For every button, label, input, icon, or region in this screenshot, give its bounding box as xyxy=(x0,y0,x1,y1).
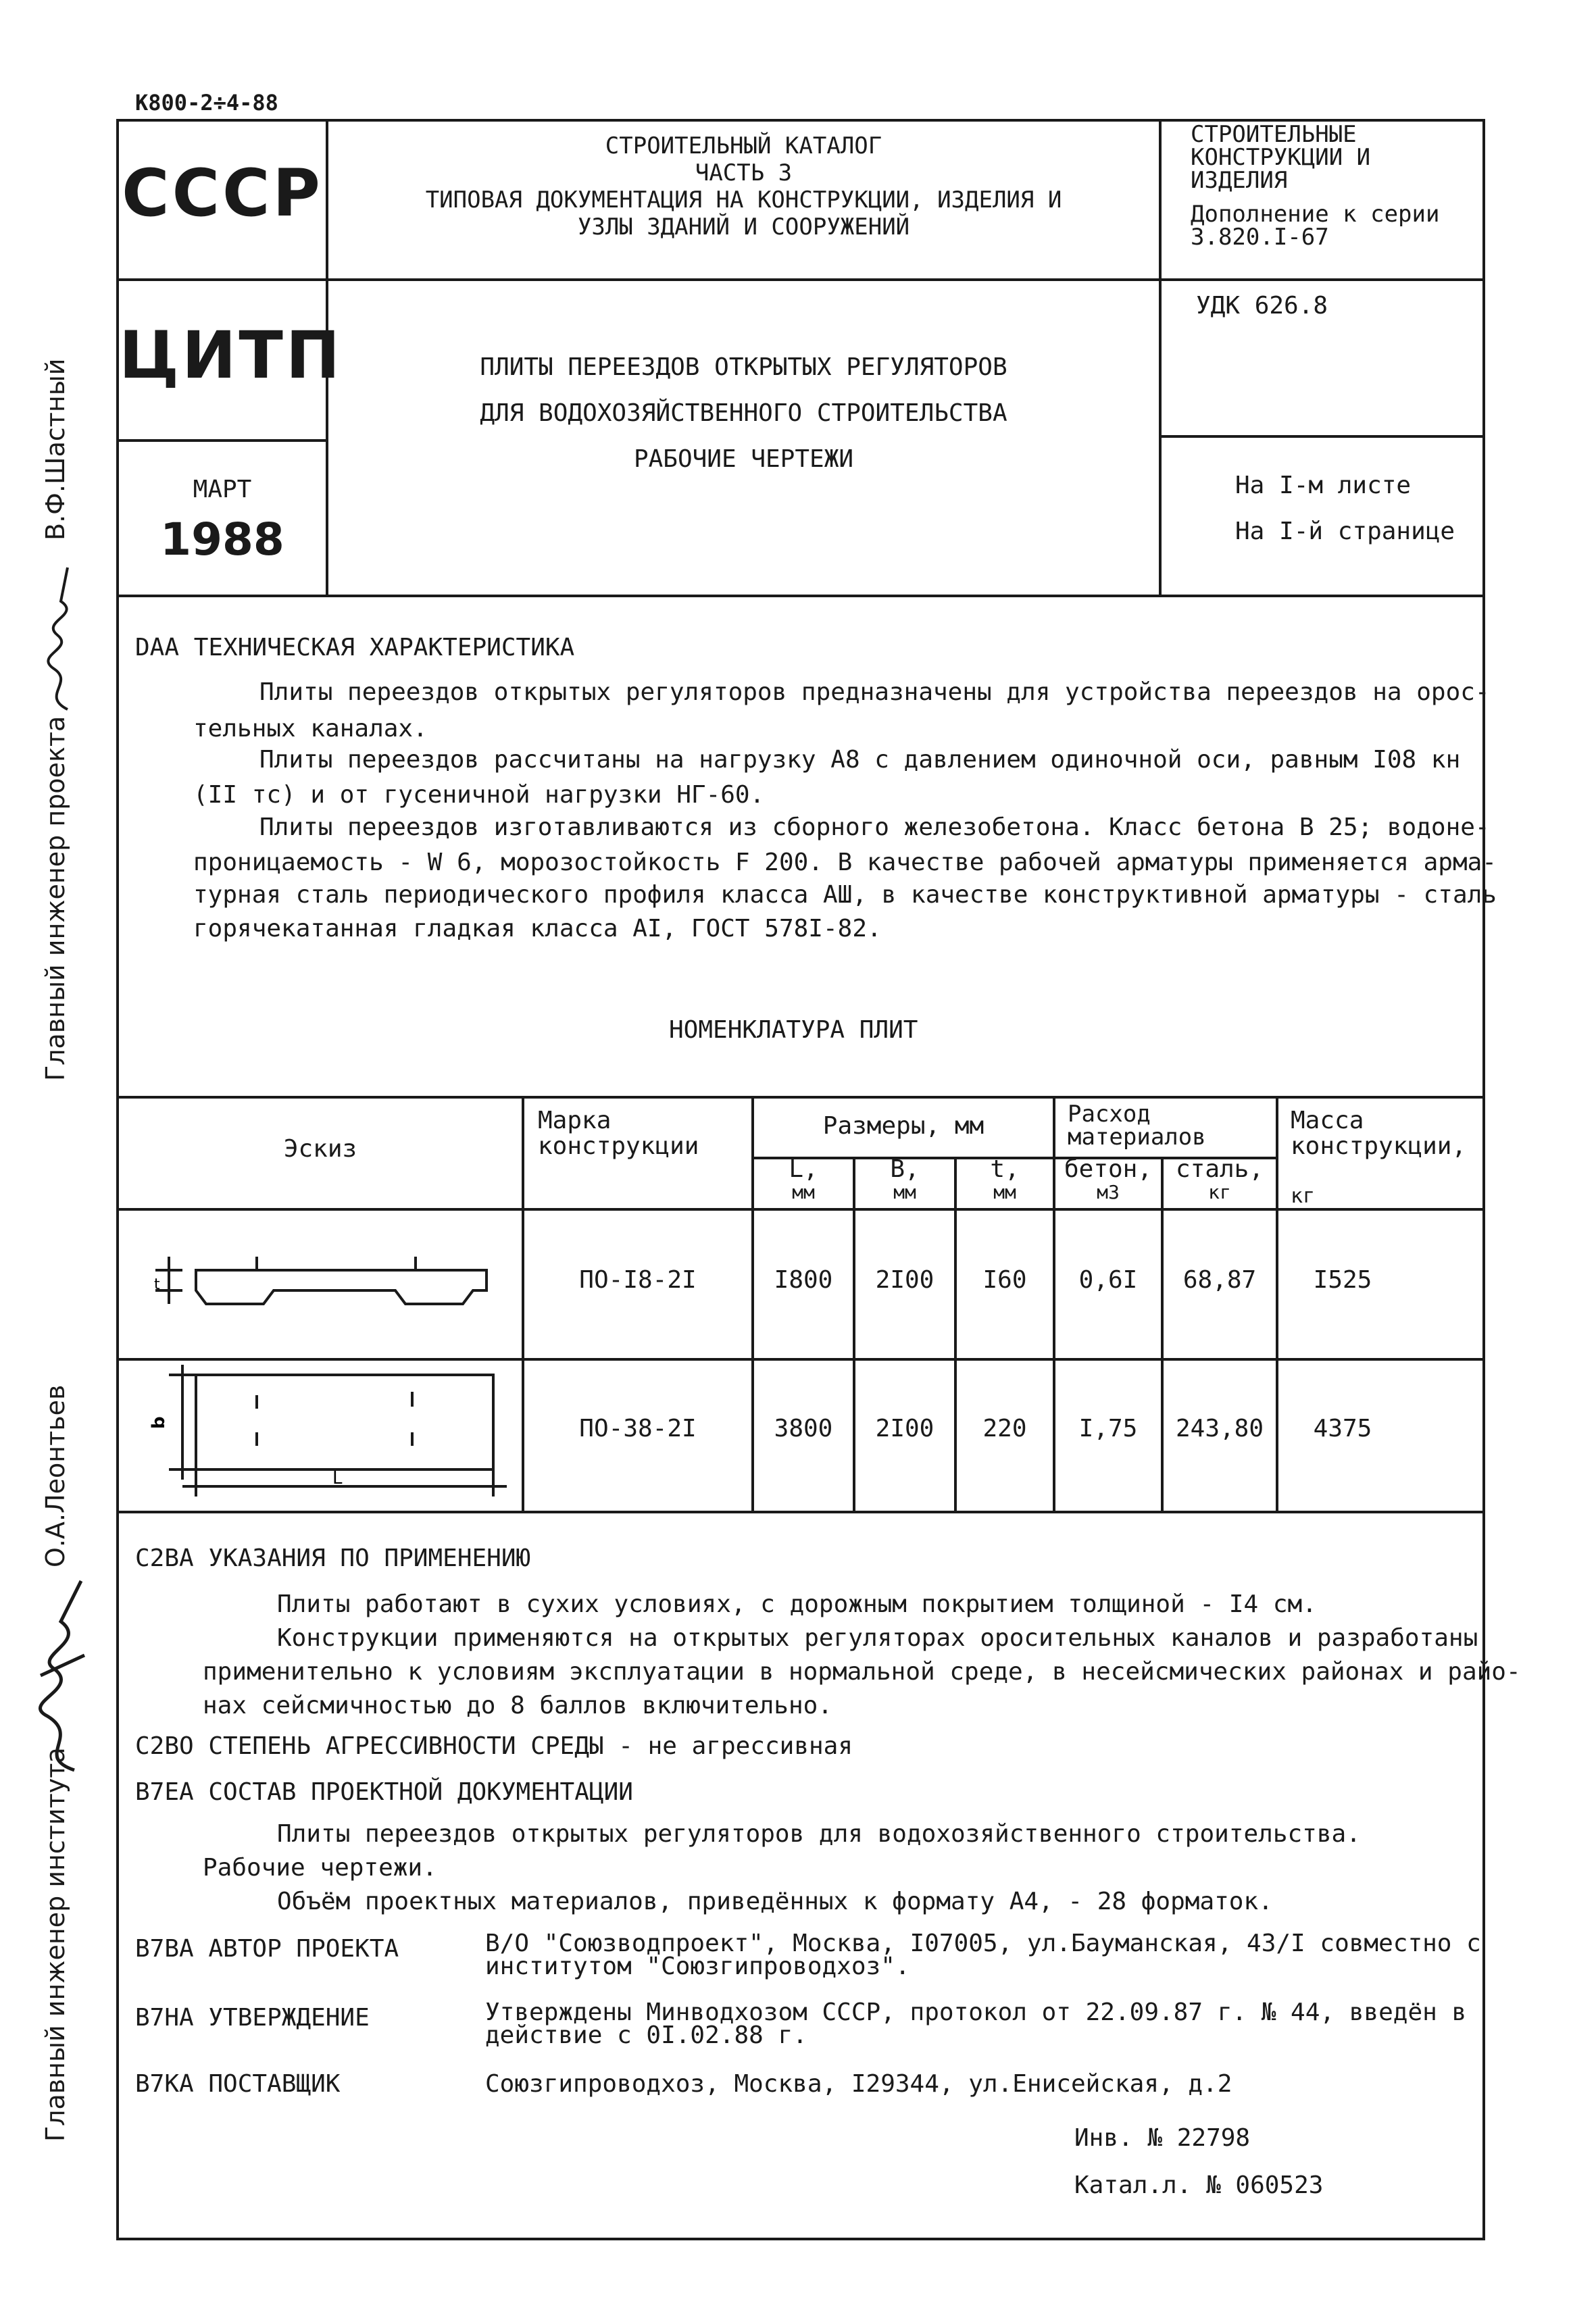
row1-mass: I525 xyxy=(1313,1266,1372,1294)
col-mark: Марка конструкции xyxy=(538,1107,699,1160)
sketch-label-L: L xyxy=(332,1468,343,1488)
author-value: В/О "Союзводпроект", Москва, I07005, ул.Бауманская, 43/I совместно с институтом "Союзгипроводхоз". xyxy=(485,1930,1481,1980)
side-name-shastny: В.Ф.Шастный xyxy=(41,358,70,540)
docs-line-3: Объём проектных материалов, приведённых к формату А4, - 28 форматок. xyxy=(277,1888,1273,1915)
row2-mass: 4375 xyxy=(1313,1415,1372,1442)
row1-concrete: 0,6I xyxy=(1078,1266,1138,1294)
sheet-count: На I-м листе xyxy=(1235,472,1412,499)
author-label: B7BA АВТОР ПРОЕКТА xyxy=(135,1935,399,1963)
sketch-label-t: t xyxy=(154,1276,160,1293)
row1-L: I800 xyxy=(774,1266,833,1294)
usage-heading: C2BA УКАЗАНИЯ ПО ПРИМЕНЕНИЮ xyxy=(135,1544,531,1572)
usage-line-1: Плиты работают в сухих условиях, с дорожным покрытием толщиной - I4 см. xyxy=(277,1590,1317,1618)
signature-leontiev xyxy=(20,1574,95,1777)
issue-year: 1988 xyxy=(160,513,284,565)
issue-month: МАРТ xyxy=(193,476,252,503)
col-sketch: Эскиз xyxy=(283,1135,357,1163)
usage-line-4: нах сейсмичностью до 8 баллов включительно. xyxy=(203,1692,832,1719)
tech-line-1: Плиты переездов открытых регуляторов предназначены для устройства переездов на орос- xyxy=(259,678,1490,706)
supplier-value: Союзгипроводхоз, Москва, I29344, ул.Енисейская, д.2 xyxy=(485,2070,1232,2098)
approval-value: Утверждены Минводхозом СССР, протокол от 22.09.87 г. № 44, введён в действие с 0I.02.88 г. xyxy=(485,1998,1467,2049)
inventory-number: Инв. № 22798 xyxy=(1074,2124,1251,2152)
usage-line-3: применительно к условиям эксплуатации в нормальной среде, в несейсмических районах и райо- xyxy=(203,1658,1521,1686)
row2-B: 2I00 xyxy=(875,1415,934,1442)
page-count: На I-й странице xyxy=(1235,518,1455,545)
col-sizes: Размеры, мм xyxy=(822,1112,984,1140)
section-block: СТРОИТЕЛЬНЫЕ КОНСТРУКЦИИ И ИЗДЕЛИЯ Дополнение к серии 3.820.I-67 xyxy=(1191,121,1440,251)
tech-line-6: проницаемость - W 6, морозостойкость F 200. В качестве рабочей арматуры применяется арма- xyxy=(193,849,1497,876)
tech-line-3: Плиты переездов рассчитаны на нагрузку А8 с давлением одиночной оси, равным I08 кн xyxy=(259,746,1461,774)
aggressiveness: C2BO СТЕПЕНЬ АГРЕССИВНОСТИ СРЕДЫ - не агрессивная xyxy=(135,1732,853,1760)
row2-concrete: I,75 xyxy=(1078,1415,1138,1442)
document-code: К800-2÷4-88 xyxy=(135,90,278,116)
col-concrete: бетон, м3 xyxy=(1064,1155,1153,1203)
sketch-label-b: b xyxy=(149,1416,169,1429)
side-name-leontiev: О.А.Леонтьев xyxy=(41,1384,70,1567)
slab-side-view xyxy=(155,1257,487,1304)
tech-line-4: (II тс) и от гусеничной нагрузки НГ-60. xyxy=(193,781,765,809)
col-B: В, мм xyxy=(890,1155,920,1203)
row2-L: 3800 xyxy=(774,1415,833,1442)
document-title: ПЛИТЫ ПЕРЕЕЗДОВ ОТКРЫТЫХ РЕГУЛЯТОРОВ ДЛЯ ВОДОХОЗЯЙСТВЕННОГО СТРОИТЕЛЬСТВА РАБОЧИЕ ЧЕРТЕЖИ xyxy=(480,353,1007,473)
col-L: L, мм xyxy=(789,1155,818,1203)
udk: УДК 626.8 xyxy=(1196,292,1328,320)
row2-steel: 243,80 xyxy=(1175,1415,1264,1442)
col-materials: Расход материалов xyxy=(1068,1101,1206,1151)
col-mass: Масса конструкции, кг xyxy=(1291,1107,1467,1208)
catalog-block: СТРОИТЕЛЬНЫЙ КАТАЛОГ ЧАСТЬ 3 ТИПОВАЯ ДОКУМЕНТАЦИЯ НА КОНСТРУКЦИИ, ИЗДЕЛИЯ И УЗЛЫ ЗДАНИЙ И СООРУЖЕНИЙ xyxy=(425,132,1062,241)
publisher-citp: ЦИТП xyxy=(119,318,343,393)
docs-heading: B7EA СОСТАВ ПРОЕКТНОЙ ДОКУМЕНТАЦИИ xyxy=(135,1778,633,1806)
slab-sketch xyxy=(135,1230,514,1513)
approval-label: B7HA УТВЕРЖДЕНИЕ xyxy=(135,2004,370,2032)
supplier-label: B7KA ПОСТАВЩИК xyxy=(135,2070,341,2098)
row1-t: I60 xyxy=(982,1266,1027,1294)
row1-mark: ПО-I8-2I xyxy=(579,1266,697,1294)
side-role-chief-engineer-institute: Главный инженер института xyxy=(41,1747,70,2142)
row2-t: 220 xyxy=(982,1415,1027,1442)
docs-line-2: Рабочие чертежи. xyxy=(203,1854,437,1882)
side-role-chief-engineer-project: Главный инженер проекта xyxy=(41,715,70,1081)
tech-heading: DAA ТЕХНИЧЕСКАЯ ХАРАКТЕРИСТИКА xyxy=(135,634,575,661)
tech-line-2: тельных каналах. xyxy=(193,715,428,743)
row1-B: 2I00 xyxy=(875,1266,934,1294)
tech-line-5: Плиты переездов изготавливаются из сборного железобетона. Класс бетона В 25; водоне- xyxy=(259,813,1490,841)
row1-steel: 68,87 xyxy=(1182,1266,1257,1294)
nomenclature-title: НОМЕНКЛАТУРА ПЛИТ xyxy=(669,1016,918,1044)
docs-line-1: Плиты переездов открытых регуляторов для водохозяйственного строительства. xyxy=(277,1820,1361,1848)
col-t: t, мм xyxy=(990,1155,1020,1203)
tech-line-8: горячекатанная гладкая класса АI, ГОСТ 578I-82. xyxy=(193,915,882,942)
usage-line-2: Конструкции применяются на открытых регуляторах оросительных каналов и разработаны xyxy=(277,1624,1478,1652)
signature-shastny xyxy=(27,561,88,716)
col-steel: сталь, кг xyxy=(1175,1155,1264,1203)
catalog-sheet-number: Катал.л. № 060523 xyxy=(1074,2171,1324,2199)
tech-line-7: турная сталь периодического профиля класса АШ, в качестве конструктивной арматуры - сталь xyxy=(193,881,1497,909)
org-ussr: СССР xyxy=(122,155,323,231)
row2-mark: ПО-38-2I xyxy=(579,1415,697,1442)
